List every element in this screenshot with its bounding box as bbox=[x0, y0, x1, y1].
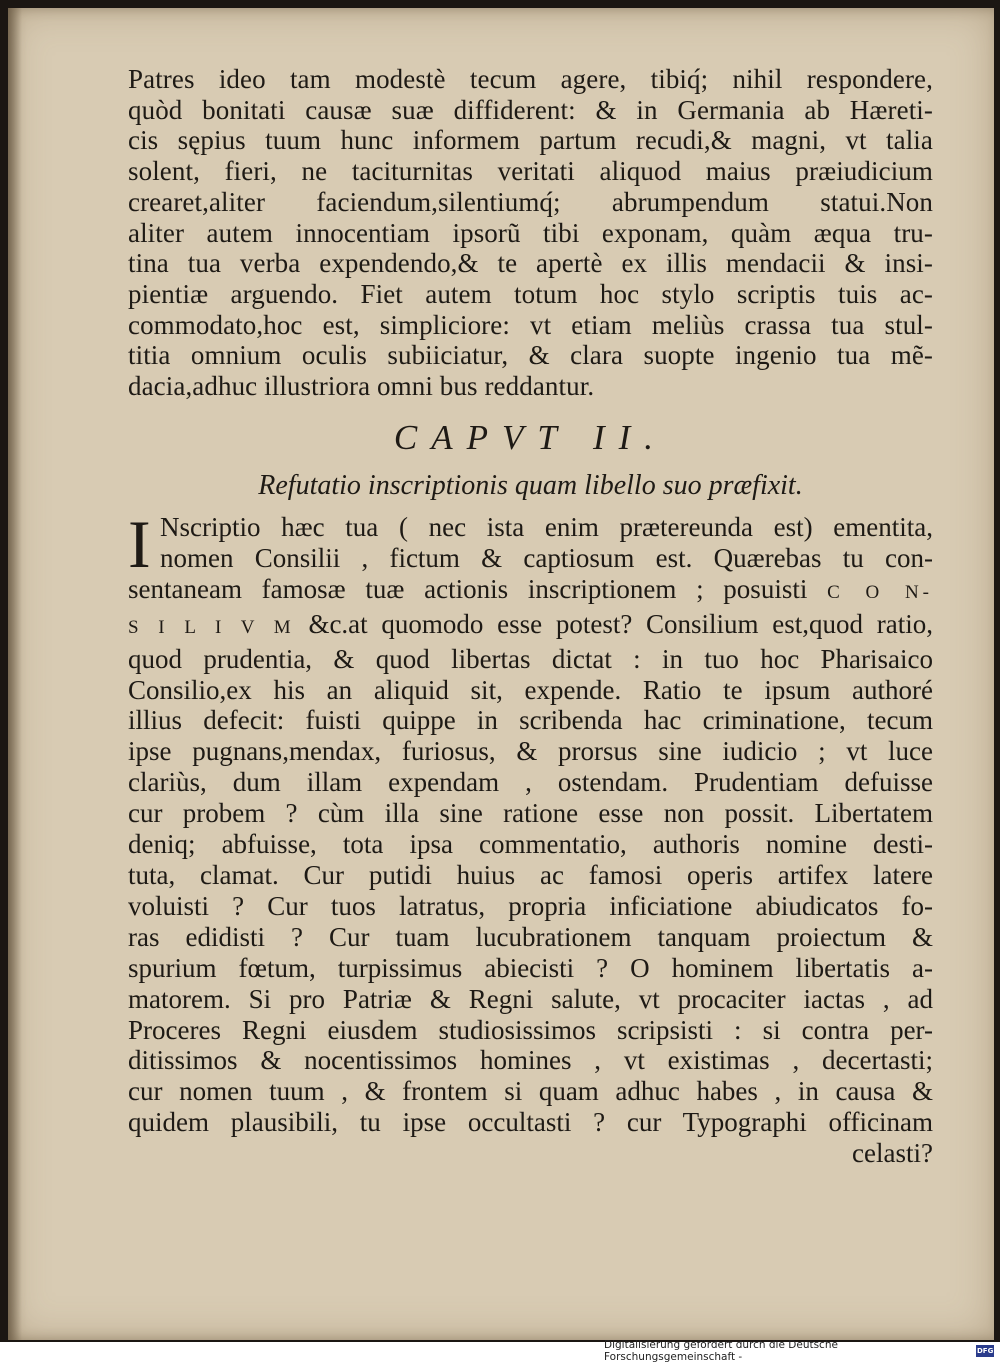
text-line: cis sępius tuum hunc informem partum recudi,& magni, vt talia bbox=[128, 125, 933, 156]
text-line: cur probem ? cùm illa sine ratione esse non possit. Libertatem bbox=[128, 798, 933, 829]
text-line: voluisti ? Cur tuos latratus, propria inficiatione abiudicatos fo- bbox=[128, 890, 933, 921]
text-line: Nscriptio hæc tua ( nec ista enim prætereunda est) ementita, bbox=[160, 512, 933, 542]
text-line-part: &c.at quomodo esse potest? Consilium est,quod ratio, bbox=[308, 608, 933, 639]
text-line: quidem plausibili, tu ipse occultasti ? cur Typographi officinam bbox=[128, 1107, 933, 1138]
text-line-part: sentaneam famosæ tuæ actionis inscriptionem ; posuisti bbox=[128, 573, 808, 604]
text-line: illius defecit: fuisti quippe in scribenda hac criminatione, tecum bbox=[128, 705, 933, 736]
text-line: ditissimos & nocentissimos homines , vt existimas , decertasti; bbox=[128, 1045, 933, 1076]
text-line: tuta, clamat. Cur putidi huius ac famosi operis artifex latere bbox=[128, 859, 933, 890]
text-line: cur nomen tuum , & frontem si quam adhuc habes , in causa & bbox=[128, 1076, 933, 1107]
text-line: quòd bonitati causæ suæ diffiderent: & in Germania ab Hæreti- bbox=[128, 94, 933, 125]
text-line: solent, fieri, ne taciturnitas veritati aliquod maius præiudicium bbox=[128, 156, 933, 187]
text-line: quod prudentia, & quod libertas dictat : in tuo hoc Pharisaico bbox=[128, 643, 933, 674]
text-line: deniq; abfuisse, tota ipsa commentatio, authoris nomine desti- bbox=[128, 829, 933, 860]
drop-cap: I bbox=[128, 506, 151, 582]
text-line: matorem. Si pro Patriæ & Regni salute, vt procaciter iactas , ad bbox=[128, 983, 933, 1014]
text-line: nomen Consilii , fictum & captiosum est. Quærebas tu con- bbox=[160, 542, 933, 573]
text-line: Patres ideo tam modestè tecum agere, tibiq́; nihil respondere, bbox=[128, 64, 933, 94]
text-line: Proceres Regni eiusdem studiosissimos scripsisti : si contra per- bbox=[128, 1014, 933, 1045]
text-line: tina tua verba expendendo,& te apertè ex illis mendacii & insi- bbox=[128, 248, 933, 279]
paragraph-1 bbox=[128, 64, 933, 402]
chapter-subheading: Refutatio inscriptionis quam libello suo præfixit. bbox=[258, 470, 803, 501]
text-line: crearet,aliter faciendum,silentiumq́; abrumpendum statui.Non bbox=[128, 186, 933, 217]
paragraph-2 bbox=[128, 506, 933, 1169]
footer-text: Digitalisierung gefördert durch die Deutsche Forschungsgemeinschaft - bbox=[604, 1338, 838, 1363]
text-line bbox=[128, 574, 933, 609]
text-line bbox=[128, 609, 933, 644]
text-line: dacia,adhuc illustriora omni bus reddantur. bbox=[128, 371, 595, 402]
text-line: titia omnium oculis subiiciatur, & clara suopte ingenio tua mẽ- bbox=[128, 340, 933, 371]
dfg-logo: DFG bbox=[977, 1346, 994, 1355]
text-line: aliter autem innocentiam ipsorũ tibi exponam, quàm æqua tru- bbox=[128, 217, 933, 248]
chapter-heading: CAPVT II. bbox=[393, 418, 668, 457]
text-line: clariùs, dum illam expendam , ostendam. Prudentiam defuisse bbox=[128, 767, 933, 798]
small-caps-word: S I L I V M bbox=[128, 616, 295, 638]
text-line: ipse pugnans,mendax, furiosus, & prorsus sine iudicio ; vt luce bbox=[128, 736, 933, 767]
text-line: pientiæ arguendo. Fiet autem totum hoc stylo scriptis tuis ac- bbox=[128, 278, 933, 309]
text-line: commodato,hoc est, simpliciore: vt etiam meliùs crassa tua stul- bbox=[128, 309, 933, 340]
text-line: ras edidisti ? Cur tuam lucubrationem tanquam proiectum & bbox=[128, 921, 933, 952]
digitization-footer bbox=[604, 1338, 994, 1363]
text-line: Consilio,ex his an aliquid sit, expende. Ratio te ipsum authoré bbox=[128, 674, 933, 705]
small-caps-word: C O N- bbox=[827, 581, 933, 603]
text-line: spurium fœtum, turpissimus abiecisti ? O hominem libertatis a- bbox=[128, 952, 933, 983]
text-line: celasti? bbox=[852, 1138, 933, 1169]
